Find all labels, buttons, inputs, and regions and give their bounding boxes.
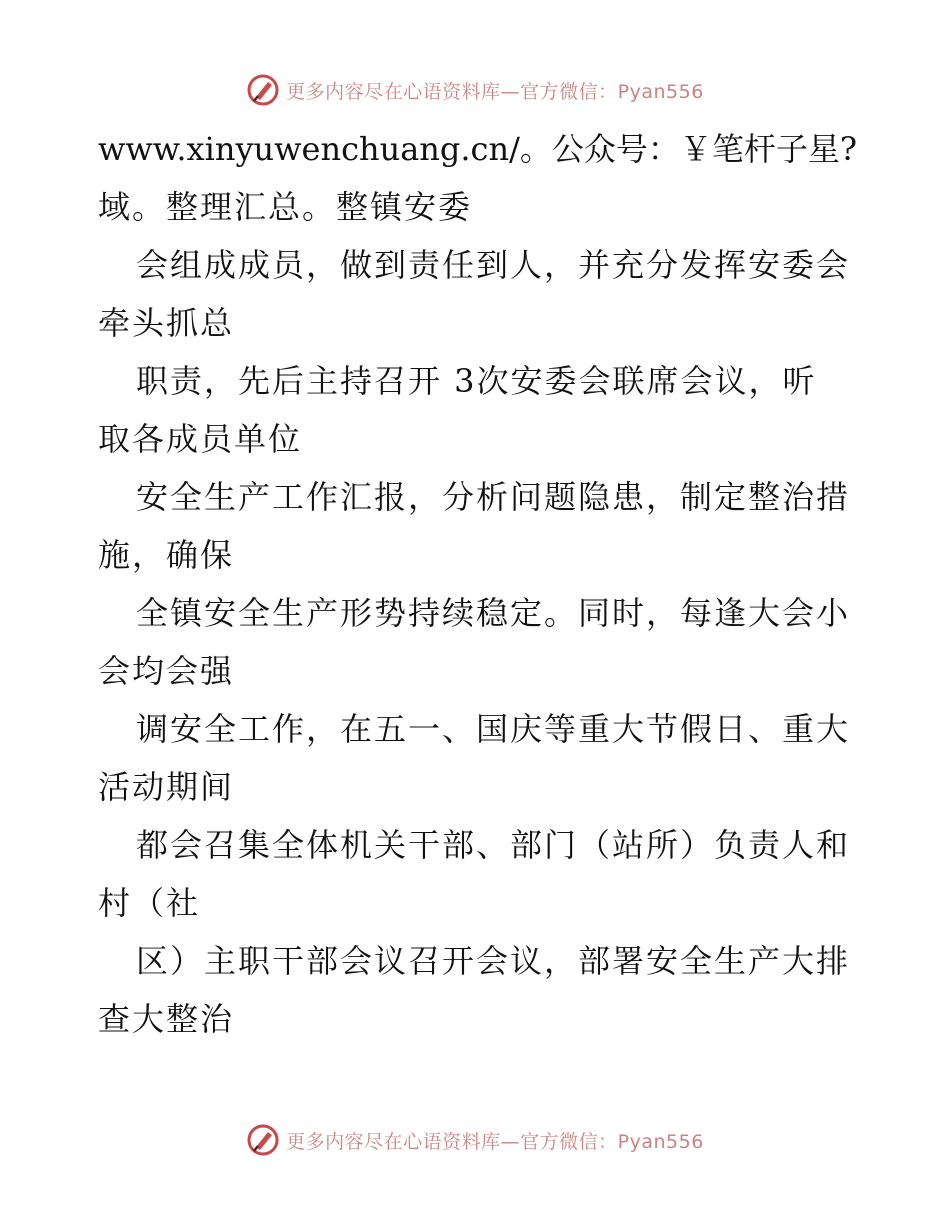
text-line: 安全生产工作汇报，分析问题隐患，制定整治措	[136, 478, 851, 516]
brush-logo-icon	[246, 73, 280, 107]
text-line: 域。整理汇总。整镇安委	[98, 188, 473, 226]
text-line: 牵头抓总	[98, 304, 235, 342]
text-line: 全镇安全生产形势持续稳定。同时，每逢大会小	[136, 594, 851, 632]
text-line: 村（社	[98, 884, 201, 922]
text-line: 区）主职干部会议召开会议，部署安全生产大排	[136, 942, 851, 980]
watermark-text: 更多内容尽在心语资料库—官方微信：Pyan556	[286, 80, 704, 103]
text-line: 调安全工作，在五一、国庆等重大节假日、重大	[136, 710, 851, 748]
document-body	[98, 124, 858, 1052]
text-line: 活动期间	[98, 768, 235, 806]
text-line: 都会召集全体机关干部、部门（站所）负责人和	[136, 826, 851, 864]
text-line: 会均会强	[98, 652, 235, 690]
watermark-text: 更多内容尽在心语资料库—官方微信：Pyan556	[286, 1130, 704, 1153]
text-line: 施，确保	[98, 536, 235, 574]
brush-logo-icon	[246, 1123, 280, 1157]
text-line: 查大整治	[98, 1000, 235, 1038]
text-line: 会组成成员，做到责任到人，并充分发挥安委会	[136, 246, 851, 284]
text-line: 职责，先后主持召开 3次安委会联席会议，听	[136, 362, 817, 400]
header-watermark	[0, 70, 950, 110]
text-line: 取各成员单位	[98, 420, 303, 458]
footer-watermark	[0, 1120, 950, 1160]
text-line: www.xinyuwenchuang.cn/。公众号：￥笔杆子星?	[98, 130, 858, 168]
